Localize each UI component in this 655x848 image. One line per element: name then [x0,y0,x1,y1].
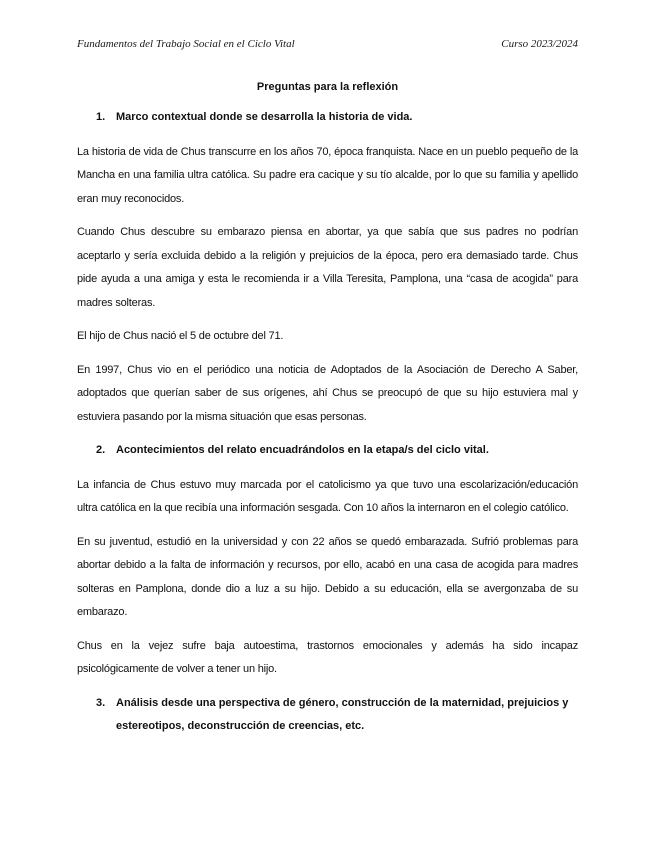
section-number: 3. [96,696,106,709]
paragraph: Cuando Chus descubre su embarazo piensa en abortar, ya que sabía que sus padres no podrían aceptarlo y sería excluida debido a la religión y prejuicios de la época, pero era demasiado tarde. Chus pide ayuda a una amiga y esta le recomienda ir a Villa Teresita, Pamplona, una “casa de acogida” para madres solteras. [77,226,578,309]
section-number: 1. [96,111,106,123]
section-heading-text: Acontecimientos del relato encuadrándolos en la etapa/s del ciclo vital. [116,444,489,456]
header-course-title: Fundamentos del Trabajo Social en el Ciclo Vital [77,38,295,50]
paragraph: Chus en la vejez sufre baja autoestima, trastornos emocionales y además ha sido incapaz psicológicamente de volver a tener un hijo. [77,639,578,675]
paragraph: En 1997, Chus vio en el periódico una noticia de Adoptados de la Asociación de Derecho A Saber, adoptados que querían saber de sus orígenes, ahí Chus se preocupó de que su hijo estuviera mal y estuviera pasando por la misma situación que esas personas. [77,363,578,423]
page-header [77,38,578,50]
section-heading-2 [77,439,578,463]
header-course-year: Curso 2023/2024 [501,38,578,50]
section-heading-text: Análisis desde una perspectiva de género, construcción de la maternidad, prejuicios y estereotipos, deconstrucción de creencias, etc. [116,696,569,732]
section-heading-1 [77,106,578,130]
paragraph: La infancia de Chus estuvo muy marcada por el catolicismo ya que tuvo una escolarización/educación ultra católica en la que recibía una información sesgada. Con 10 años la internaron en el colegio católico. [77,478,578,514]
paragraph: La historia de vida de Chus transcurre en los años 70, época franquista. Nace en un pueblo pequeño de la Mancha en una familia ultra católica. Su padre era cacique y su tío alcalde, por lo que su familia y apellido eran muy reconocidos. [77,145,578,205]
paragraph: En su juventud, estudió en la universidad y con 22 años se quedó embarazada. Sufrió problemas para abortar debido a la falta de información y recursos, por ello, acabó en una casa de acogida para madres solteras en Pamplona, donde dio a luz a su hijo. Debido a su educación, ella se avergonzaba de su embarazo. [77,535,578,618]
paragraph: El hijo de Chus nació el 5 de octubre del 71. [77,330,284,342]
page-title: Preguntas para la reflexión [256,81,399,93]
section-heading-3 [77,692,578,739]
section-number: 2. [96,444,106,456]
document-body [77,80,578,750]
section-heading-text: Marco contextual donde se desarrolla la historia de vida. [116,111,413,123]
